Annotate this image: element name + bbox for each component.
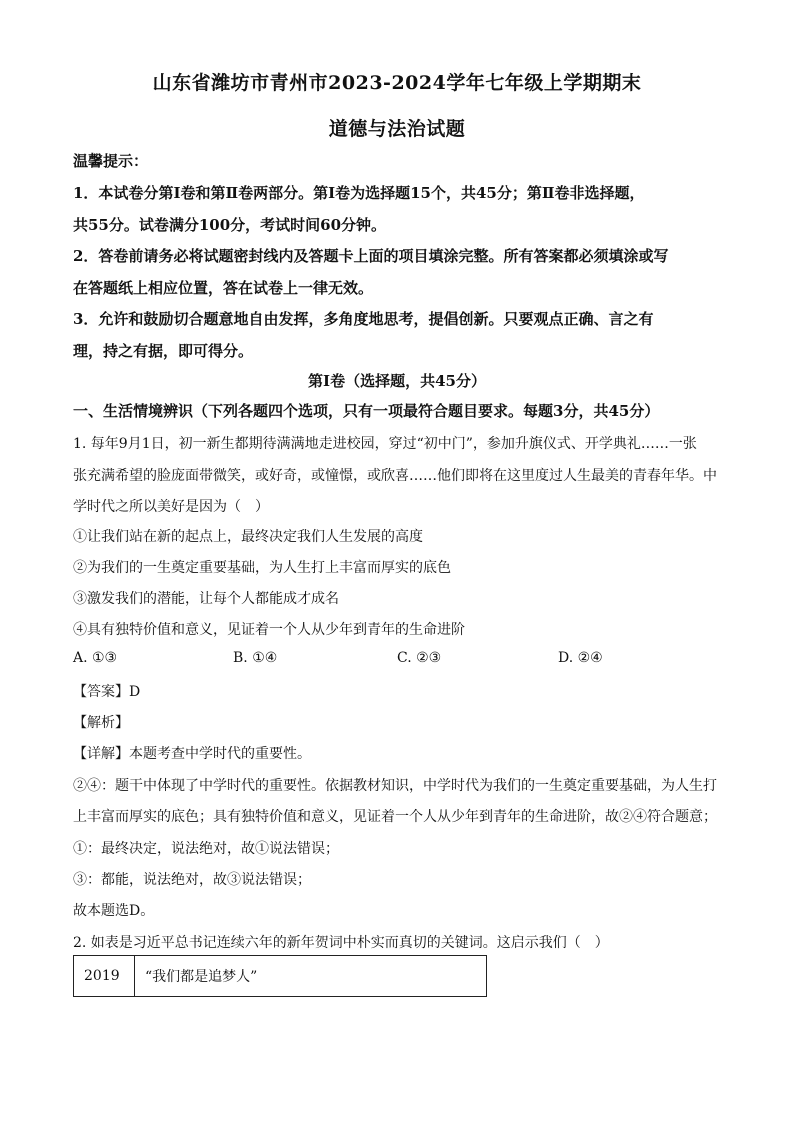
- detail-text: 本题考查中学时代的重要性。: [129, 746, 311, 762]
- q1-option-c: C. ②③: [397, 650, 442, 666]
- q1-explanation-line: 上丰富而厚实的底色；具有独特价值和意义，见证着一个人从少年到青年的生命进阶，故②④符合题意；: [73, 809, 717, 825]
- tips-heading: 温馨提示：: [73, 152, 149, 170]
- detail-label: 【详解】: [73, 746, 129, 762]
- q1-stem-line: 1. 每年9月1日，初一新生都期待满满地走进校园，穿过“初中门”，参加升旗仪式、开学典礼……一张: [73, 436, 697, 452]
- part-title: 一、生活情境辨识（下列各题四个选项，只有一项最符合题目要求。每题3分，共45分）: [73, 402, 660, 420]
- q1-statement: ④具有独特价值和意义，见证着一个人从少年到青年的生命进阶: [73, 622, 465, 638]
- q1-stem-line: 张充满希望的脸庞面带微笑，或好奇，或憧憬，或欣喜……他们即将在这里度过人生最美的青春年华。中: [73, 468, 717, 484]
- tip-line: 理，持之有据，即可得分。: [73, 342, 254, 360]
- q1-option-a: A. ①③: [73, 650, 118, 666]
- q1-explanation-line: 故本题选D。: [73, 903, 155, 919]
- exam-title: 山东省潍坊市青州市2023-2024学年七年级上学期期末: [152, 72, 642, 94]
- tip-line: 1．本试卷分第Ⅰ卷和第Ⅱ卷两部分。第Ⅰ卷为选择题15个，共45分；第Ⅱ卷非选择题，: [73, 184, 645, 202]
- keyword-table: [73, 955, 487, 997]
- analysis-label: 【解析】: [73, 715, 129, 731]
- volume-title: 第Ⅰ卷（选择题，共45分）: [308, 372, 486, 390]
- tip-line: 在答题纸上相应位置，答在试卷上一律无效。: [73, 279, 374, 297]
- q1-stem-line: 学时代之所以美好是因为（ ）: [73, 499, 269, 515]
- q1-explanation-line: ③：都能，说法绝对，故③说法错误；: [73, 872, 311, 888]
- answer-value: D: [129, 684, 141, 700]
- table-cell-year: 2019: [74, 956, 135, 997]
- q1-option-b: B. ①④: [233, 650, 278, 666]
- tip-line: 2．答卷前请务必将试题密封线内及答题卡上面的项目填涂完整。所有答案都必须填涂或写: [73, 247, 669, 265]
- q1-statement: ③激发我们的潜能，让每个人都能成才成名: [73, 591, 339, 607]
- exam-subtitle: 道德与法治试题: [328, 118, 466, 140]
- q1-answer: [73, 681, 140, 701]
- table-row: [74, 956, 487, 997]
- answer-label: 【答案】: [73, 684, 129, 700]
- q1-detail: [73, 743, 311, 763]
- q2-stem: 2. 如表是习近平总书记连续六年的新年贺词中朴实而真切的关键词。这启示我们（ ）: [73, 935, 609, 951]
- q1-explanation-line: ①：最终决定，说法绝对，故①说法错误；: [73, 841, 339, 857]
- q1-option-d: D. ②④: [558, 650, 603, 666]
- tip-line: 共55分。试卷满分100分，考试时间60分钟。: [73, 216, 387, 234]
- q1-statement: ②为我们的一生奠定重要基础，为人生打上丰富而厚实的底色: [73, 560, 451, 576]
- q1-explanation-line: ②④：题干中体现了中学时代的重要性。依据教材知识，中学时代为我们的一生奠定重要基础，为人生打: [73, 778, 717, 794]
- table-cell-keyword: “我们都是追梦人”: [135, 956, 487, 997]
- q1-statement: ①让我们站在新的起点上，最终决定我们人生发展的高度: [73, 529, 423, 545]
- tip-line: 3．允许和鼓励切合题意地自由发挥，多角度地思考，提倡创新。只要观点正确、言之有: [73, 310, 654, 328]
